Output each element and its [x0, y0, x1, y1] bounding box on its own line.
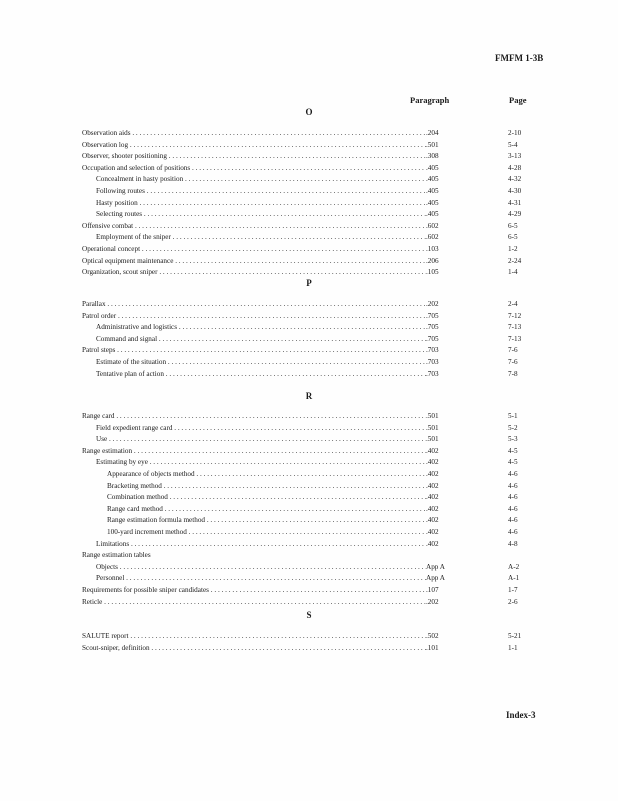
index-entry: [0, 209, 618, 220]
entry-paragraph: .703: [426, 358, 439, 366]
entry-label: Command and signal . . .: [96, 334, 426, 345]
entry-page: 4-5: [508, 446, 518, 455]
entry-label: Requirements for possible sniper candidates . . .: [82, 585, 426, 596]
entry-paragraph: .705: [426, 311, 439, 320]
column-header-paragraph: Paragraph: [410, 95, 450, 105]
entry-label: Range estimation . . .: [82, 446, 426, 457]
index-entry: [0, 527, 618, 538]
entry-paragraph: .705: [426, 323, 439, 332]
entry-paragraph: .105: [426, 268, 439, 277]
entry-paragraph: .501: [426, 435, 439, 444]
entry-page: 3-13: [508, 152, 522, 161]
entry-page: 7-6: [508, 358, 518, 366]
entry-paragraph: .703: [426, 369, 439, 378]
entry-label: Employment of the sniper . . .: [96, 232, 426, 243]
entry-paragraph: .206: [426, 256, 439, 265]
entry-label: Scout-sniper, definition . . .: [82, 643, 426, 654]
section-letter: S: [306, 610, 312, 620]
index-entry: [0, 174, 618, 185]
column-header-page: Page: [509, 95, 527, 105]
entry-label: Range card method . . .: [107, 504, 426, 515]
entry-paragraph: .502: [426, 632, 439, 640]
entry-page: 5-4: [508, 140, 518, 149]
index-entry: [0, 492, 618, 503]
entry-paragraph: App A: [426, 562, 445, 571]
section-letter: P: [306, 278, 312, 288]
index-entry: [0, 140, 618, 151]
index-entry: [0, 345, 618, 356]
index-entry: [0, 446, 618, 457]
entry-paragraph: .402: [426, 481, 439, 490]
index-entry: [0, 469, 618, 480]
entry-label: Tentative plan of action . . .: [96, 369, 426, 380]
entry-paragraph: .501: [426, 140, 439, 149]
entry-label: Estimate of the situation . . .: [96, 357, 426, 368]
index-entry: [0, 504, 618, 515]
entry-label: SALUTE report . . .: [82, 631, 426, 642]
index-entry: [0, 585, 618, 596]
entry-page: 5-3: [508, 435, 518, 444]
entry-paragraph: .501: [426, 412, 439, 420]
section-letter: R: [305, 391, 313, 401]
entry-page: 4-6: [508, 516, 518, 525]
entry-label: Reticle . . .: [82, 597, 426, 608]
entry-label: Patrol steps . . .: [82, 345, 426, 356]
index-entry: [0, 423, 618, 434]
entry-paragraph: .103: [426, 245, 439, 253]
index-entry: [0, 267, 618, 278]
entry-page: 4-6: [508, 481, 518, 490]
entry-label: Personnel . . .: [96, 573, 426, 584]
entry-label: Objects . . .: [96, 562, 426, 573]
entry-paragraph: .402: [426, 539, 439, 548]
section-letter: O: [305, 107, 313, 117]
entry-page: 5-21: [508, 632, 522, 640]
page-number: Index-3: [506, 710, 536, 720]
entry-page: 2-4: [508, 300, 518, 308]
entry-label: Range estimation tables: [82, 551, 151, 560]
entry-page: 4-29: [508, 210, 522, 219]
index-entry: [0, 643, 618, 654]
entry-paragraph: .202: [426, 597, 439, 606]
entry-paragraph: .402: [426, 504, 439, 513]
entry-label: Appearance of objects method . . .: [107, 469, 426, 480]
entry-page: 4-5: [508, 458, 518, 467]
entry-paragraph: .402: [426, 528, 439, 536]
entry-paragraph: .705: [426, 334, 439, 343]
entry-paragraph: .405: [426, 163, 439, 172]
index-entry: [0, 369, 618, 380]
entry-page: A-1: [508, 574, 520, 583]
entry-page: 1-4: [508, 268, 518, 277]
entry-page: 2-6: [508, 597, 518, 606]
index-entry: [0, 163, 618, 174]
entry-page: 4-31: [508, 198, 522, 207]
entry-page: 4-32: [508, 175, 522, 184]
index-entry: [0, 481, 618, 492]
entry-paragraph: .405: [426, 198, 439, 207]
entry-label: Concealment in hasty position . . .: [96, 174, 426, 185]
index-entry: [0, 562, 618, 573]
entry-paragraph: .308: [426, 152, 439, 161]
entry-page: 7-13: [508, 323, 522, 332]
entry-page: 2-24: [508, 256, 522, 265]
entry-label: Use . . .: [96, 434, 426, 445]
entry-paragraph: .703: [426, 346, 439, 355]
entry-paragraph: .402: [426, 458, 439, 467]
entry-label: Occupation and selection of positions . . .: [82, 163, 426, 174]
entry-paragraph: App A: [426, 574, 445, 583]
entry-label: Patrol order . . .: [82, 311, 426, 322]
index-entry: [0, 515, 618, 526]
entry-label: Following routes . . .: [96, 186, 426, 197]
entry-page: 4-6: [508, 528, 518, 536]
index-entry: [0, 311, 618, 322]
entry-paragraph: .402: [426, 493, 439, 502]
index-entry: [0, 299, 618, 310]
entry-page: 5-2: [508, 423, 518, 432]
entry-paragraph: .402: [426, 516, 439, 525]
index-entry: [0, 244, 618, 255]
index-entry: [0, 631, 618, 642]
entry-label: Observation log . . .: [82, 140, 426, 151]
entry-label: Operational concept . . .: [82, 244, 426, 255]
entry-paragraph: .501: [426, 423, 439, 432]
index-entry: [0, 322, 618, 333]
entry-page: 7-13: [508, 334, 522, 343]
entry-label: Administrative and logistics . . .: [96, 322, 426, 333]
entry-label: Observation aids . . .: [82, 128, 426, 139]
index-entry: [0, 550, 618, 561]
entry-paragraph: .602: [426, 233, 439, 242]
entry-page: 4-28: [508, 163, 522, 172]
index-entry: [0, 128, 618, 139]
entry-label: Bracketing method . . .: [107, 481, 426, 492]
index-entry: [0, 597, 618, 608]
entry-paragraph: .405: [426, 175, 439, 184]
entry-paragraph: .204: [426, 129, 439, 137]
entry-paragraph: .402: [426, 470, 439, 478]
index-entry: [0, 411, 618, 422]
index-entry: [0, 232, 618, 243]
entry-page: 1-2: [508, 245, 518, 253]
entry-label: Selecting routes . . .: [96, 209, 426, 220]
entry-label: Field expedient range card . . .: [96, 423, 426, 434]
index-entry: [0, 573, 618, 584]
entry-paragraph: .402: [426, 446, 439, 455]
doc-id: FMFM 1-3B: [495, 53, 544, 63]
entry-paragraph: .602: [426, 221, 439, 230]
entry-paragraph: .405: [426, 187, 439, 195]
index-entry: [0, 357, 618, 368]
entry-label: Observer, shooter positioning . . .: [82, 151, 426, 162]
entry-page: 1-7: [508, 586, 518, 594]
entry-page: 7-8: [508, 369, 518, 378]
entry-label: Optical equipment maintenance . . .: [82, 256, 426, 267]
index-entry: [0, 334, 618, 345]
index-entry: [0, 151, 618, 162]
entry-paragraph: .107: [426, 586, 439, 594]
entry-page: 2-10: [508, 129, 522, 137]
entry-label: Limitations . . .: [96, 539, 426, 550]
entry-page: 6-5: [508, 233, 518, 242]
entry-page: 5-1: [508, 412, 518, 420]
entry-page: 4-30: [508, 187, 522, 195]
index-entry: [0, 434, 618, 445]
index-entry: [0, 539, 618, 550]
entry-label: Hasty position . . .: [96, 198, 426, 209]
entry-page: 4-8: [508, 539, 518, 548]
entry-page: 4-6: [508, 470, 518, 478]
index-entry: [0, 457, 618, 468]
entry-paragraph: .202: [426, 300, 439, 308]
entry-label: Offensive combat . . .: [82, 221, 426, 232]
entry-label: 100-yard increment method . . .: [107, 527, 426, 538]
entry-label: Range card . . .: [82, 411, 426, 422]
entry-page: 7-12: [508, 311, 522, 320]
entry-label: Estimating by eye . . .: [96, 457, 426, 468]
entry-page: A-2: [508, 562, 520, 571]
index-entry: [0, 198, 618, 209]
entry-paragraph: .101: [426, 643, 439, 652]
entry-page: 4-6: [508, 504, 518, 513]
entry-page: 4-6: [508, 493, 518, 502]
index-entry: [0, 256, 618, 267]
entry-page: 7-6: [508, 346, 518, 355]
index-entry: [0, 221, 618, 232]
entry-page: 1-1: [508, 643, 518, 652]
entry-label: Organization, scout sniper . . .: [82, 267, 426, 278]
entry-label: Range estimation formula method . . .: [107, 515, 426, 526]
entry-label: Parallax . . .: [82, 299, 426, 310]
entry-label: Combination method . . .: [107, 492, 426, 503]
entry-paragraph: .405: [426, 210, 439, 219]
index-entry: [0, 186, 618, 197]
entry-page: 6-5: [508, 221, 518, 230]
